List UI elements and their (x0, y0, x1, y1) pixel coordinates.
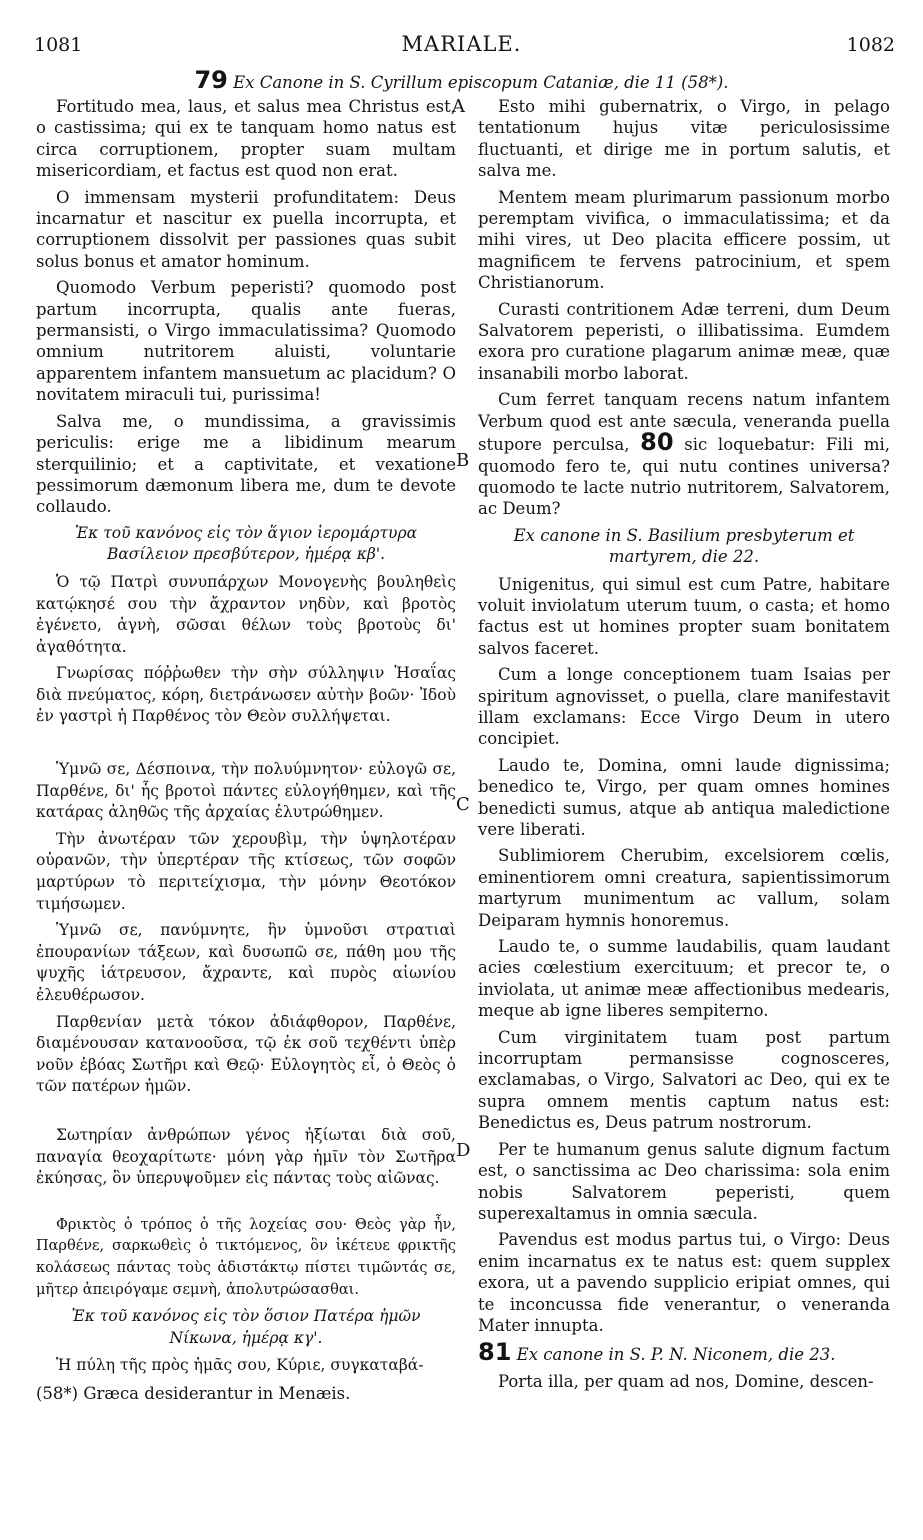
section-81-heading (478, 1338, 890, 1367)
paragraph: Laudo te, Domina, omni laude dignissima; benedico te, Virgo, per quam omnes homines benedicti sumus, atque ab antiqua maledictione vere liberati. (478, 755, 890, 839)
greek-paragraph: Ἡ πύλη τῆς πρὸς ἡμᾶς σου, Κύριε, συγκαταβά- (56, 1356, 424, 1375)
greek-paragraph: Ὁ τῷ Πατρὶ συνυπάρχων Μονογενὴς βουληθεὶς κατῴκησέ σου τὴν ἄχραντον νηδὺν, καὶ βροτὸς ἐγένετο, ἁγνὴ, σῶσαι θέλων τοὺς βροτοὺς δι' ἀγαθότητα. (36, 572, 456, 656)
paragraph: Unigenitus, qui simul est cum Patre, habitare voluit inviolatum uterum tuum, o casta; et homo factus est ut homines propter suam bonitatem salvos faceret. (478, 574, 890, 658)
paragraph: Curasti contritionem Adæ terreni, dum Deum Salvatorem peperisti, o illibatissima. Eumdem exora pro curatione plagarum animæ meæ, quæ insanabili morbo laborat. (478, 299, 890, 383)
margin-letter-c: C (456, 794, 470, 815)
section-80-number: 80 (640, 428, 674, 457)
margin-letter-a: A (452, 96, 465, 117)
paragraph-80-text-after: sic loquebatur: Fili mi, quomodo fero te, qui nutu contines universa? quomodo te lacte nutrio nutritorem, Salvatorem, ac Deum? (478, 435, 890, 519)
section-79-heading (0, 66, 923, 94)
paragraph: Fortitudo mea, laus, et salus mea Christus est, o castissima; qui ex te tanquam homo natus est circa corruptionem, propter suam multam misericordiam, et factus est quod non erat. (36, 97, 456, 181)
section-79-number: 79 (194, 66, 228, 94)
paragraph: Sublimiorem Cherubim, excelsiorem cœlis, eminentiorem omni creatura, sapientissimorum martyrum munimentum ac vallum, solam Deiparam hymnis honoremus. (478, 846, 890, 930)
page-number-right: 1082 (846, 34, 895, 56)
section-heading-basil: Ex canone in S. Basilium presbyterum et martyrem, die 22. (513, 525, 855, 567)
greek-paragraph: Γνωρίσας πόῤῥωθεν τὴν σὴν σύλληψιν Ἡσαΐας διὰ πνεύματος, κόρη, διετράνωσεν αὐτὴν βοῶν· Ἰδοὺ ἐν γαστρὶ ἡ Παρθένος τὸν Θεὸν συλλήψεται. (36, 664, 456, 726)
margin-letter-d: D (456, 1140, 471, 1161)
section-79-title: Ex Canone in S. Cyrillum episcopum Cataniæ, die 11 (58*). (233, 73, 729, 92)
greek-section-heading: Ἐκ τοῦ κανόνος εἰς τὸν ὅσιον Πατέρα ἡμῶν Νίκωνα, ἡμέρᾳ κγ'. (71, 1307, 421, 1347)
paragraph: Salva me, o mundissima, a gravissimis periculis: erige me a libidinum mearum sterquilinio; et a captivitate, et vexatione pessimorum dæmonum libera me, dum te devote collaudo. (36, 411, 456, 517)
greek-paragraph: Παρθενίαν μετὰ τόκον ἀδιάφθορον, Παρθένε, διαμένουσαν κατανοοῦσα, τῷ ἐκ σοῦ τεχθέντι ὑπὲρ νοῦν ἐβόας Σωτῆρι καὶ Θεῷ· Εὐλογητὸς εἶ, ὁ Θεὸς ὁ τῶν πατέρων ἡμῶν. (36, 1012, 456, 1096)
greek-paragraph: Ὑμνῶ σε, Δέσποινα, τὴν πολυύμνητον· εὐλογῶ σε, Παρθένε, δι' ἧς βροτοὶ πάντες εὐλογήθημεν, καὶ τῆς κατάρας ἀληθῶς τῆς ἀρχαίας ἐλυτρώθημεν. (36, 760, 456, 822)
greek-paragraph: Τὴν ἀνωτέραν τῶν χερουβὶμ, τὴν ὑψηλοτέραν οὐρανῶν, τὴν ὑπερτέραν τῆς κτίσεως, τῶν σοφῶν μαρτύρων τὸ περιτείχισμα, τὴν μόνην Θεοτόκον τιμήσωμεν. (36, 829, 456, 913)
paragraph: Laudo te, o summe laudabilis, quam laudant acies cœlestium exercituum; et precor te, o inviolata, ut animæ meæ affectionibus medearis, meque ab igne liberes sempiterno. (478, 937, 890, 1021)
paragraph: Esto mihi gubernatrix, o Virgo, in pelago tentationum hujus vitæ periculosissime fluctuanti, et dirige me in portum salutis, et salva me. (478, 97, 890, 181)
paragraph: Quomodo Verbum peperisti? quomodo post partum incorrupta, qualis ante fueras, permansisti, o Virgo immaculatissima? Quomodo omnium nutritorem aluisti, voluntarie apparentem infantem mansuetum ac placidum? O novitatem miraculi tui, purissima! (36, 278, 456, 405)
running-title: MARIALE. (401, 32, 522, 56)
greek-paragraph: Ὑμνῶ σε, πανύμνητε, ἣν ὑμνοῦσι στρατιαὶ ἐπουρανίων τάξεων, καὶ δυσωπῶ σε, πάθη μου τῆς ψυχῆς ἰάτρευσον, ἄχραντε, καὶ πυρὸς αἰωνίου ἐλευθέρωσον. (36, 921, 456, 1004)
right-column (478, 96, 890, 1397)
paragraph: Porta illa, per quam ad nos, Domine, descen- (498, 1371, 874, 1391)
spacer (36, 1195, 456, 1215)
footnote: (58*) Græca desiderantur in Menæis. (36, 1383, 351, 1403)
section-81-title: Ex canone in S. P. N. Niconem, die 23. (516, 1345, 836, 1365)
paragraph-80-text-before: Cum ferret tanquam recens natum infantem Verbum quod est ante sæcula, veneranda puella stupore perculsa, (478, 390, 890, 455)
paragraph: Pavendus est modus partus tui, o Virgo: Deus enim incarnatus ex te natus est: quem supplex exora, ut a pavendo supplicio eripiat omnes, qui te inconcussa fide venerantur, o veneranda Mater innupta. (478, 1230, 890, 1335)
paragraph: Mentem meam plurimarum passionum morbo peremptam vivifica, o immaculatissima; et da mihi vires, ut Deo placita efficere possim, ut magnificem te fervens patrocinium, et spem Christianorum. (478, 187, 890, 293)
greek-paragraph: Φρικτὸς ὁ τρόπος ὁ τῆς λοχείας σου· Θεὸς γὰρ ἦν, Παρθένε, σαρκωθεὶς ὁ τικτόμενος, ὃν ἱκέτευε φρικτῆς κολάσεως πάντας τοὺς ἀδιστάκτῳ πίστει τιμῶντάς σε, μῆτερ ἀπειρόγαμε σεμνὴ, ἀπολυτρώσασθαι. (36, 1216, 456, 1298)
page-number-left: 1081 (34, 34, 83, 56)
spacer (36, 733, 456, 759)
paragraph: Per te humanum genus salute dignum factum est, o sanctissima ac Deo charissima: sola enim nobis Salvatorem peperisti, quem superexaltamus in omnia sæcula. (478, 1139, 890, 1223)
paragraph: Cum virginitatem tuam post partum incorruptam permansisse cognosceres, exclamabas, o Virgo, Salvatori ac Deo, qui ex te supra omnem mentis captum natus est: Benedictus es, Deus patrum nostrorum. (478, 1027, 890, 1133)
spacer (36, 1103, 456, 1125)
paragraph: Cum a longe conceptionem tuam Isaias per spiritum agnovisset, o puella, clare manifestavit illam exclamans: Ecce Virgo Deum in utero concipiet. (478, 665, 890, 749)
paragraph-80 (478, 389, 890, 519)
greek-section-heading: Ἐκ τοῦ κανόνος εἰς τὸν ἅγιον ἱερομάρτυρα Βασίλειον πρεσβύτερον, ἡμέρᾳ κβ'. (74, 523, 418, 564)
left-column (36, 96, 456, 1409)
greek-paragraph: Σωτηρίαν ἀνθρώπων γένος ἠξίωται διὰ σοῦ, παναγία θεοχαρίτωτε· μόνη γὰρ ἡμῖν τὸν Σωτῆρα ἐκύησας, ὃν ὑπερυψοῦμεν εἰς πάντας τοὺς αἰῶνας. (36, 1125, 456, 1188)
page-header (0, 30, 923, 64)
section-81-number: 81 (478, 1338, 512, 1367)
paragraph: O immensam mysterii profunditatem: Deus incarnatur et nascitur ex puella incorrupta, et corruptionem dissolvit per passiones quas subit solus bonus et amator hominum. (36, 187, 456, 271)
margin-letter-b: B (456, 450, 470, 471)
